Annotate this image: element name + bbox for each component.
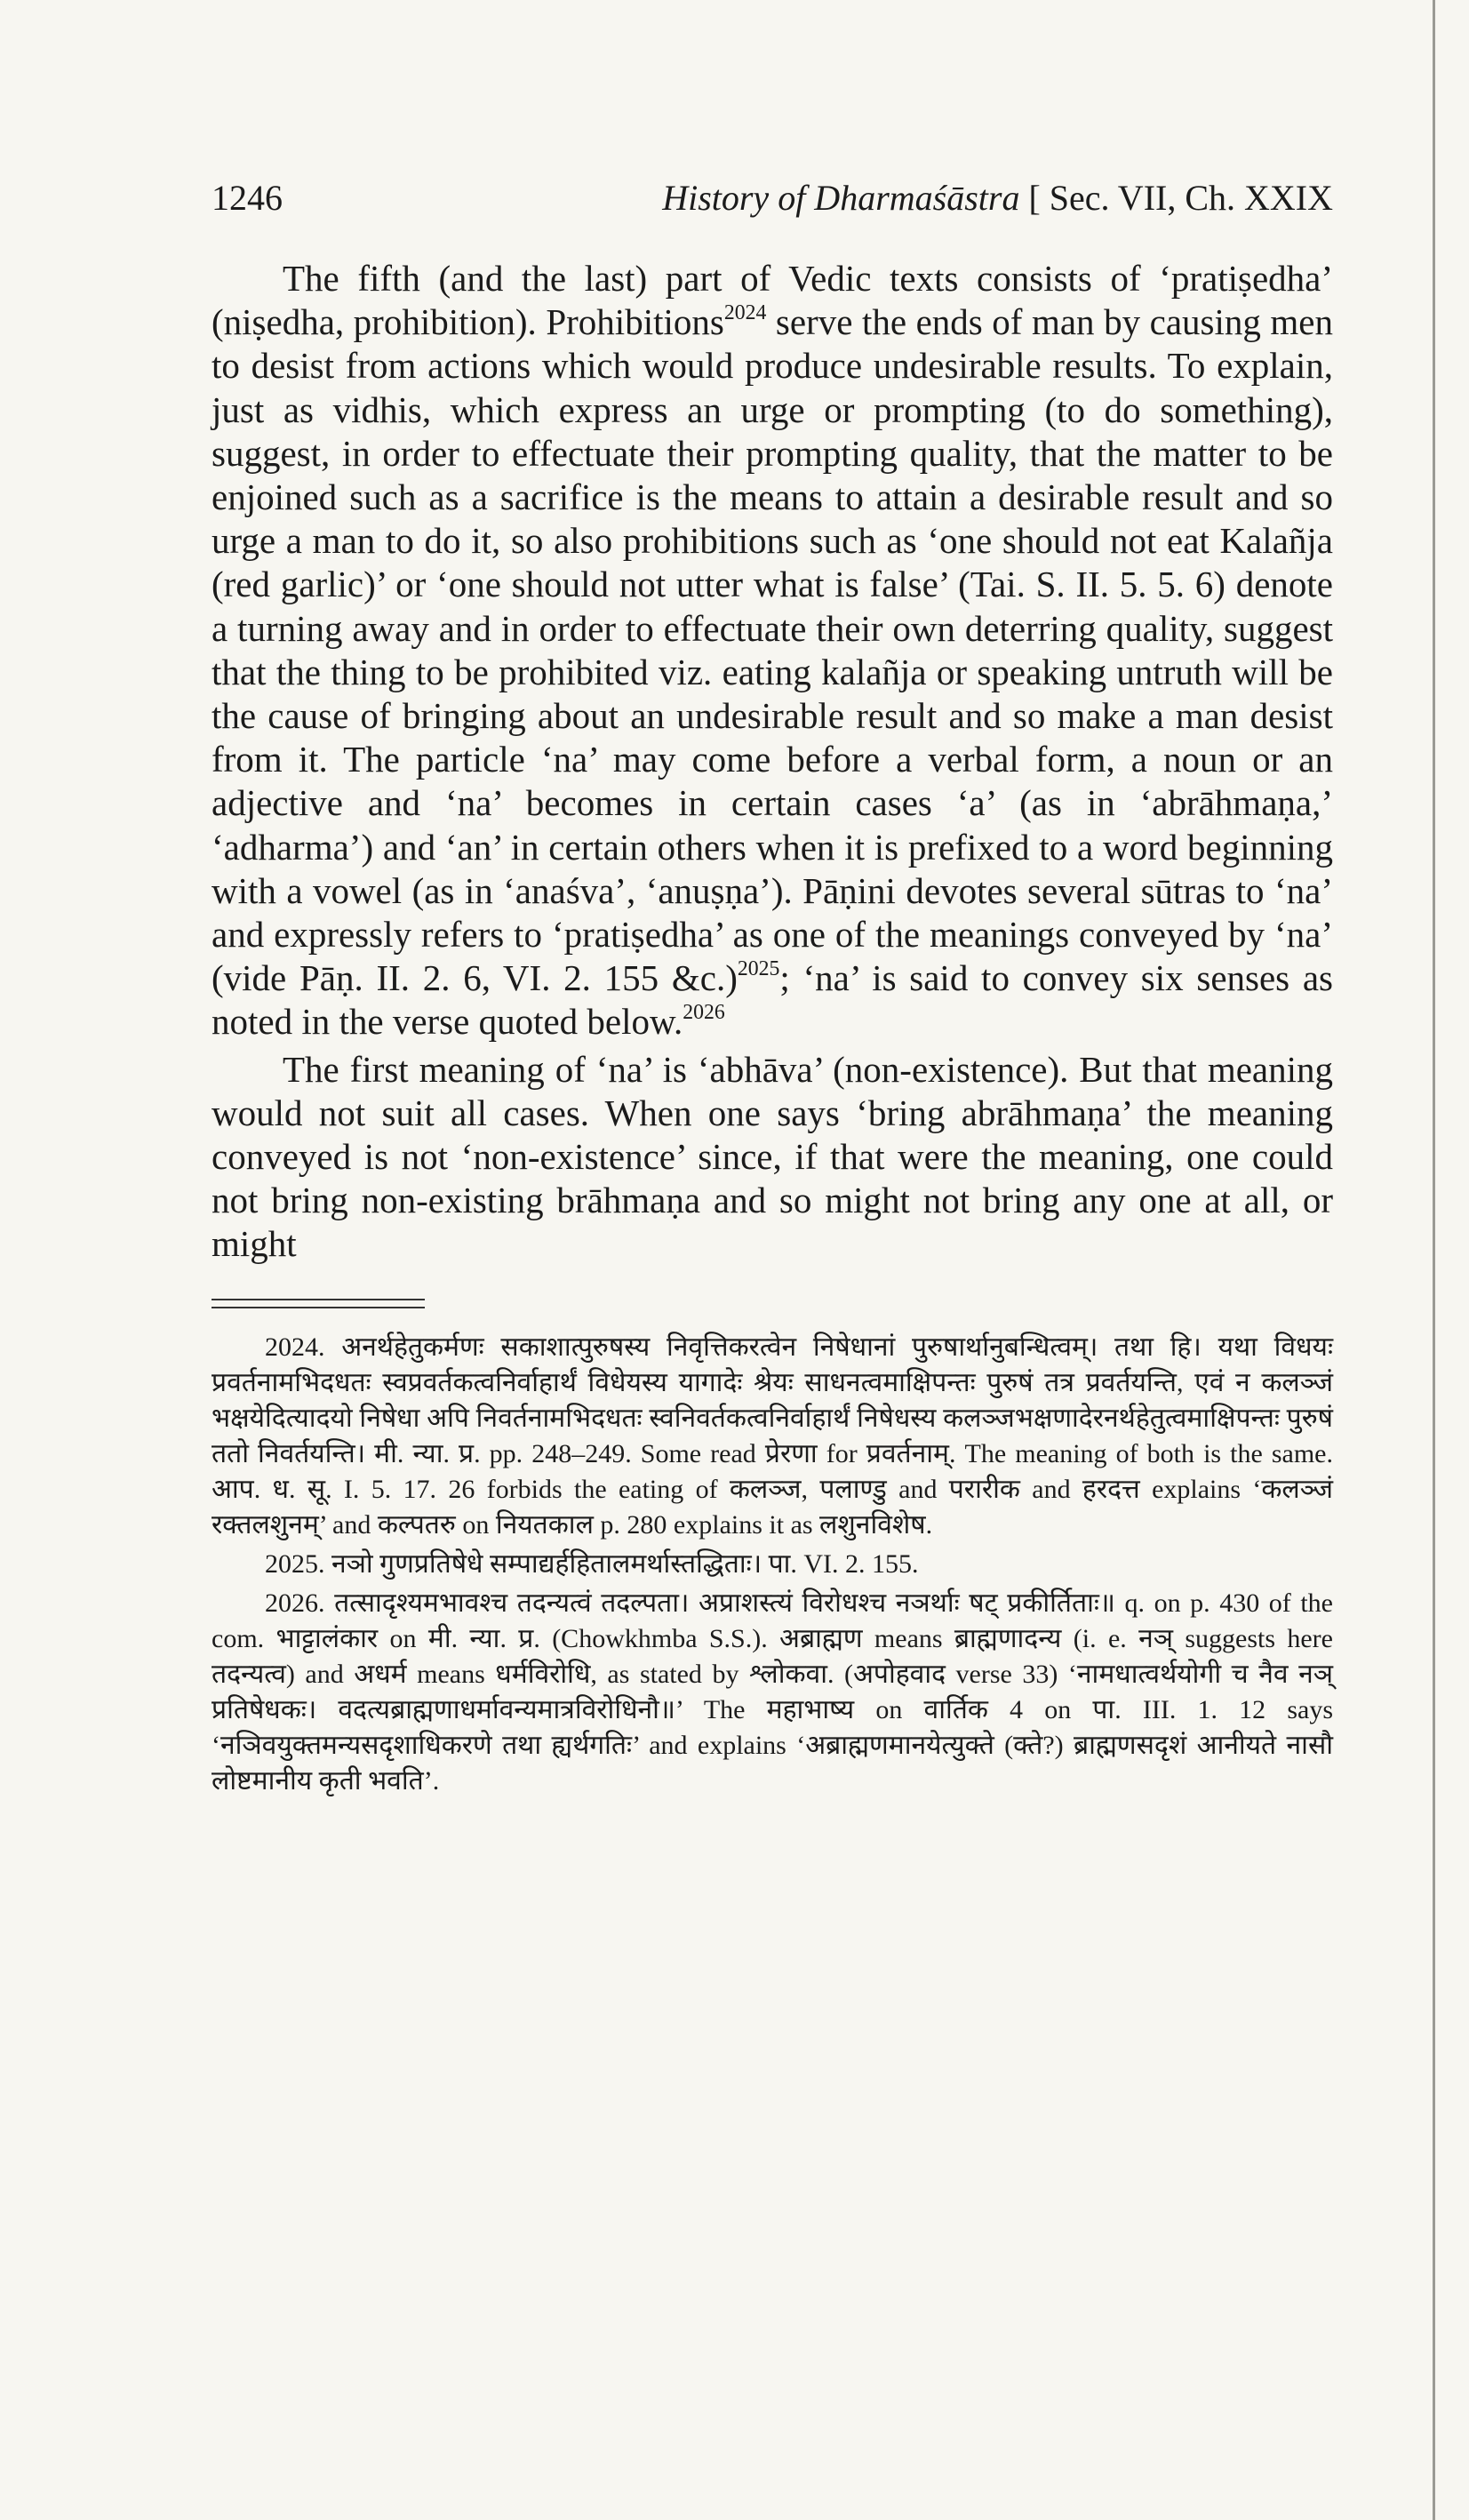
footnote-rule [212,1299,425,1300]
footnotes [212,1330,1333,1799]
paragraph-1-part-a: The fifth (and the last) part of Vedic texts consists of ‘pratiṣedha’ (niṣedha, prohibition). Prohibitions [212,258,1333,343]
paragraph-1 [212,257,1333,1044]
footnote-ref-2025[interactable]: 2025 [737,957,780,981]
page-number: 1246 [212,178,283,218]
footnote-ref-2024[interactable]: 2024 [723,301,767,325]
footnote-ref-2026[interactable]: 2026 [683,1001,725,1025]
section-label: [ Sec. VII, Ch. XXIX [1028,178,1333,218]
paragraph-1-part-c: ; ‘na’ is said to convey six senses as noted in the verse quoted below. [212,957,1334,1043]
running-title [662,173,1333,223]
page [212,173,1333,1803]
footnote-2026: 2026. तत्सादृश्यमभावश्च तदन्यत्वं तदल्पता। अप्राशस्त्यं विरोधश्च नञर्थाः षट् प्रकीर्तिताः॥ q. on p. 430 of the com. भाट्टालंकार on मी. न्या. प्र. (Chowkhmba S.S.). अब्राह्मण means ब्राह्मणादन्य (i. e. नञ् suggests here तदन्यत्व) and अधर्म means धर्मविरोधि, as stated by श्लोकवा. (अपोहवाद verse 33) ‘नामधात्वर्थयोगी च नैव नञ् प्रतिषेधकः। वदत्यब्राह्मणाधर्मावन्यमात्रविरोधिनौ॥’ The महाभाष्य on वार्तिक 4 on पा. III. 1. 12 says ‘नञिवयुक्तमन्यसदृशाधिकरणे तथा ह्यर्थगतिः’ and explains ‘अब्राह्मणमानयेत्युक्ते (क्ते?) ब्राह्मणसदृशं आनीयते नासौ लोष्टमानीय कृती भवति’. [212,1588,1333,1796]
main-text [212,257,1333,1267]
paragraph-2: The first meaning of ‘na’ is ‘abhāva’ (non-existence). But that meaning would not suit all cases. When one says ‘bring abrāhmaṇa’ the meaning conveyed is not ‘non-existence’ since, if that were the meaning, one could not bring non-existing brāhmaṇa and so might not bring any one at all, or might [212,1048,1333,1265]
paragraph-1-part-b: serve the ends of man by causing men to desist from actions which would produce undesirable results. To explain, just as vidhis, which express an urge or prompting (to do something), suggest, in order to effectuate their prompting quality, that the matter to be enjoined such as a sacrifice is the means to attain a desirable result and so urge a man to do it, so also prohibitions such as ‘one should not eat Kalañja (red garlic)’ or ‘one should not utter what is false’ (Tai. S. II. 5. 5. 6) denote a turning away and in order to effectuate their own deterring quality, suggest that the thing to be prohibited viz. eating kalañja or speaking untruth will be the cause of bringing about an undesirable result and so make a man desist from it. The particle ‘na’ may come before a verbal form, a noun or an adjective and ‘na’ becomes in certain cases ‘a’ (as in ‘abrāhmaṇa,’ ‘adharma’) and ‘an’ in certain others when it is prefixed to a word beginning with a vowel (as in ‘anaśva’, ‘anuṣṇa’). Pāṇini devotes several sūtras to ‘na’ and expressly refers to ‘pratiṣedha’ as one of the meanings conveyed by ‘na’ (vide Pāṇ. II. 2. 6, VI. 2. 155 &c.) [212,301,1333,999]
footnote-2025: 2025. नञो गुणप्रतिषेधे सम्पाद्यर्हहितालमर्थास्तद्धिताः। पा. VI. 2. 155. [265,1548,919,1579]
footnote-2024: 2024. अनर्थहेतुकर्मणः सकाशात्पुरुषस्य निवृत्तिकरत्वेन निषेधानां पुरुषार्थानुबन्धित्वम्। तथा हि। यथा विधयः प्रवर्तनामभिदधतः स्वप्रवर्तकत्वनिर्वाहार्थं विधेयस्य यागादेः श्रेयः साधनत्वमाक्षिपन्तः पुरुषं तत्र प्रवर्तयन्ति, एवं न कलञ्जं भक्षयेदित्यादयो निषेधा अपि निवर्तनामभिदधतः स्वनिवर्तकत्वनिर्वाहार्थं निषेधस्य कलञ्जभक्षणादेरनर्थहेतुत्वमाक्षिपन्तः पुरुषं ततो निवर्तयन्ति। मी. न्या. प्र. pp. 248–249. Some read प्रेरणा for प्रवर्तनाम्. The meaning of both is the same. आप. ध. सू. I. 5. 17. 26 forbids the eating of कलञ्ज, पलाण्डु and परारीक and हरदत्त explains ‘कलञ्जं रक्तलशुनम्’ and कल्पतरु on नियतकाल p. 280 explains it as लशुनविशेष. [212,1332,1333,1540]
running-header [212,173,1333,223]
footnote-rule-second [212,1307,425,1308]
page-edge-line [1433,0,1435,2520]
book-title: History of Dharmaśāstra [662,178,1020,218]
